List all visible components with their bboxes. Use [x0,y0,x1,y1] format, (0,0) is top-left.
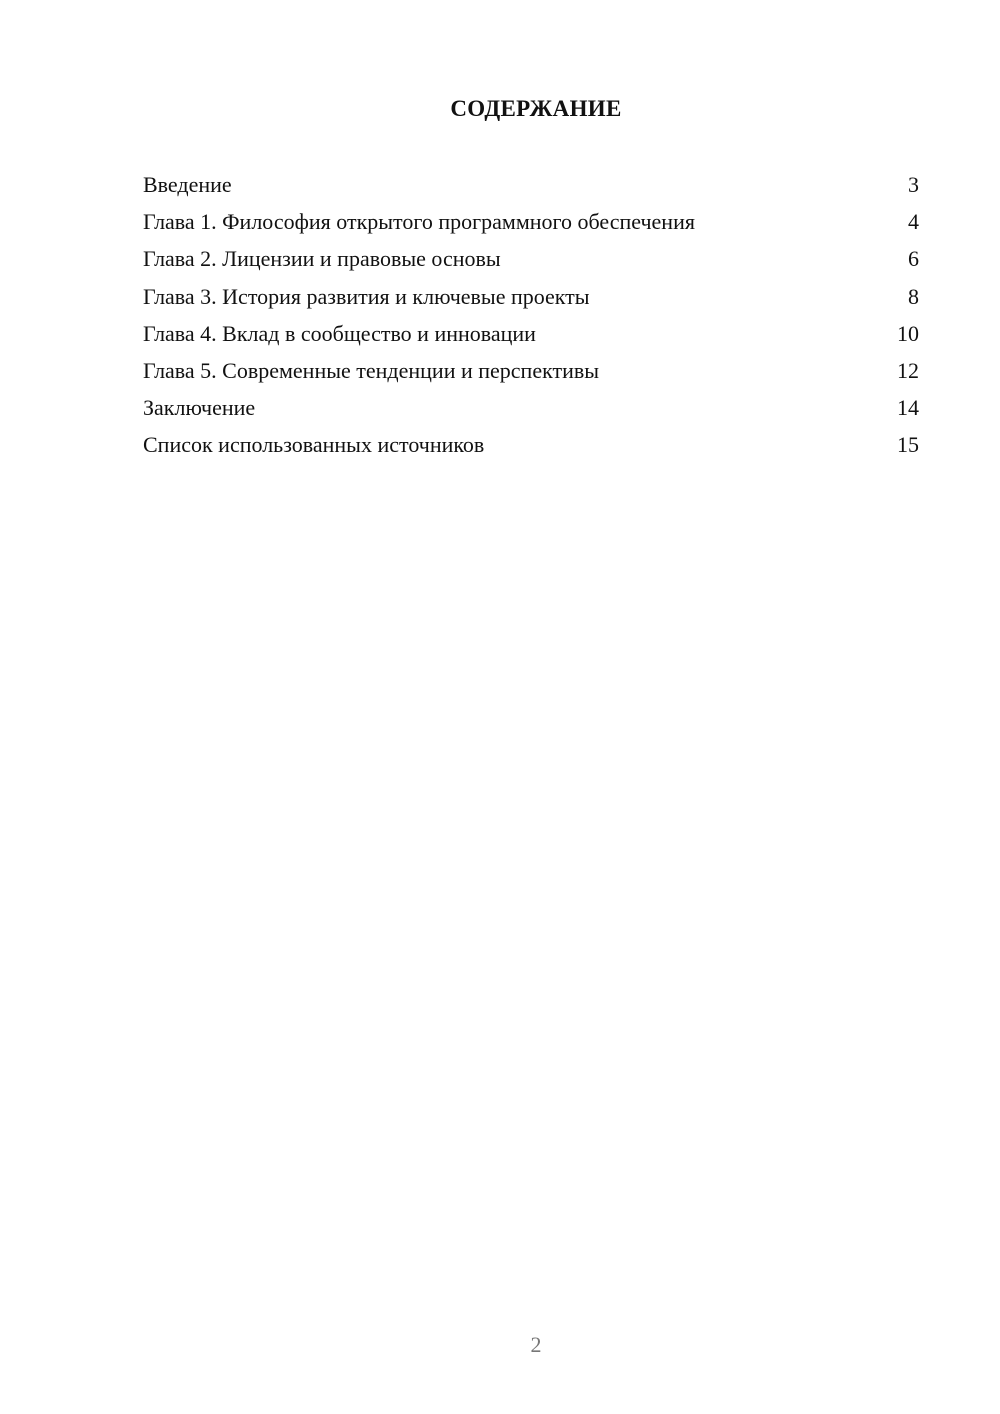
toc-entry-page: 3 [908,172,919,197]
page-number: 2 [530,1332,542,1357]
toc-entry-page: 10 [897,320,919,346]
toc-entry-page: 6 [908,246,919,272]
toc-entry-label: Глава 1. Философия открытого программного обеспечения [143,209,695,235]
toc-entry-chapter-2 [143,242,919,279]
toc-entry-label: Список использованных источников [143,432,485,458]
toc-entry-label: Глава 5. Современные тенденции и перспективы [143,357,600,383]
toc-entry-label: Глава 4. Вклад в сообщество и инновации [143,320,536,346]
toc-entry-introduction [143,168,919,205]
toc-entry-label: Глава 2. Лицензии и правовые основы [143,246,501,272]
toc-entry-page: 15 [897,432,919,458]
toc-entry-label: Введение [143,172,232,197]
toc-entry-label: Заключение [143,395,256,421]
toc-entry-chapter-4 [143,317,919,354]
toc-entry-label: Глава 3. История развития и ключевые проекты [143,283,590,309]
toc-entry-page: 8 [908,283,919,309]
table-of-contents [143,168,919,466]
toc-entry-chapter-5 [143,354,919,391]
toc-entry-chapter-3 [143,280,919,317]
toc-entry-page: 14 [897,395,919,421]
toc-entry-conclusion [143,391,919,428]
toc-entry-page: 12 [897,357,919,383]
toc-entry-page: 4 [908,209,919,235]
toc-entry-chapter-1 [143,205,919,242]
page-title: СОДЕРЖАНИЕ [450,96,622,121]
toc-entry-references [143,428,919,465]
